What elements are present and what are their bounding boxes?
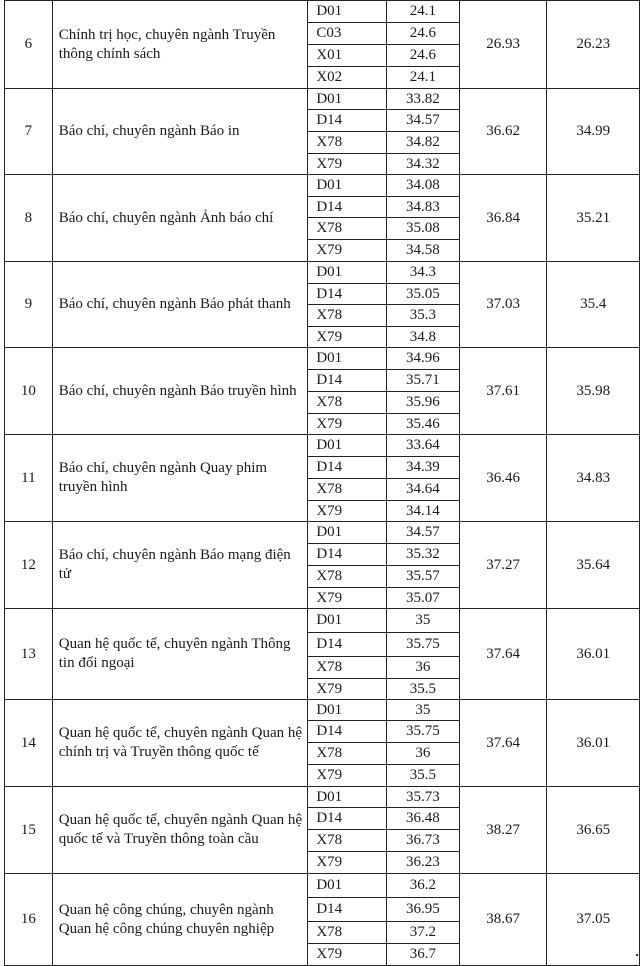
score-column-b: 36.65 [547, 787, 640, 874]
table-row [5, 435, 640, 457]
combination-score: 34.39 [387, 457, 460, 479]
table-row [5, 609, 640, 633]
combination-score: 24.1 [387, 67, 460, 89]
subject-combination: D01 [308, 435, 387, 457]
subject-combination: X02 [308, 67, 387, 89]
admission-scores-table [4, 0, 640, 966]
table-row [5, 787, 640, 808]
score-column-a: 26.93 [459, 1, 547, 89]
row-number: 14 [5, 700, 53, 787]
combination-score: 35.3 [387, 305, 460, 327]
subject-combination: D14 [308, 721, 387, 743]
score-column-a: 36.84 [459, 175, 547, 262]
combination-score: 35.96 [387, 392, 460, 414]
combination-score: 35.5 [387, 679, 460, 700]
subject-combination: D01 [308, 1, 387, 23]
combination-score: 35.71 [387, 370, 460, 392]
subject-combination: X79 [308, 414, 387, 435]
combination-score: 36.73 [387, 830, 460, 852]
combination-score: 35.32 [387, 544, 460, 566]
combination-score: 34.3 [387, 262, 460, 284]
combination-score: 35.05 [387, 284, 460, 305]
subject-combination: X79 [308, 327, 387, 348]
combination-score: 35.73 [387, 787, 460, 808]
row-number: 12 [5, 522, 53, 609]
score-column-a: 37.64 [459, 609, 547, 700]
subject-combination: X79 [308, 501, 387, 522]
score-column-b: 35.64 [547, 522, 640, 609]
score-column-a: 36.46 [459, 435, 547, 522]
combination-score: 34.08 [387, 175, 460, 197]
combination-score: 36.23 [387, 852, 460, 874]
combination-score: 34.14 [387, 501, 460, 522]
combination-score: 35.75 [387, 721, 460, 743]
table-row [5, 522, 640, 544]
subject-combination: X78 [308, 218, 387, 240]
subject-combination: D14 [308, 370, 387, 392]
row-number: 11 [5, 435, 53, 522]
combination-score: 34.82 [387, 132, 460, 154]
combination-score: 34.8 [387, 327, 460, 348]
subject-combination: D14 [308, 110, 387, 132]
combination-score: 34.57 [387, 110, 460, 132]
subject-combination: X78 [308, 922, 387, 944]
subject-combination: X79 [308, 588, 387, 609]
major-name: Báo chí, chuyên ngành Báo truyền hình [52, 348, 308, 435]
combination-score: 35.07 [387, 588, 460, 609]
subject-combination: D14 [308, 457, 387, 479]
combination-score: 35.5 [387, 765, 460, 787]
combination-score: 35.08 [387, 218, 460, 240]
subject-combination: X79 [308, 765, 387, 787]
major-name: Báo chí, chuyên ngành Ảnh báo chí [52, 175, 308, 262]
combination-score: 34.58 [387, 240, 460, 262]
major-name: Báo chí, chuyên ngành Báo phát thanh [52, 262, 308, 348]
row-number: 9 [5, 262, 53, 348]
combination-score: 37.2 [387, 922, 460, 944]
combination-score: 24.6 [387, 45, 460, 67]
combination-score: 33.82 [387, 89, 460, 110]
combination-score: 35 [387, 609, 460, 633]
subject-combination: X78 [308, 305, 387, 327]
table-row [5, 874, 640, 898]
score-column-a: 36.62 [459, 89, 547, 175]
combination-score: 36 [387, 743, 460, 765]
table-row [5, 89, 640, 110]
subject-combination: D14 [308, 197, 387, 218]
combination-score: 36.2 [387, 874, 460, 898]
subject-combination: D01 [308, 874, 387, 898]
subject-combination: D01 [308, 787, 387, 808]
subject-combination: D01 [308, 175, 387, 197]
subject-combination: D14 [308, 898, 387, 922]
major-name: Quan hệ quốc tế, chuyên ngành Quan hệ quốc tế và Truyền thông toàn cầu [52, 787, 308, 874]
row-number: 15 [5, 787, 53, 874]
row-number: 8 [5, 175, 53, 262]
subject-combination: X79 [308, 154, 387, 175]
row-number: 7 [5, 89, 53, 175]
table-row [5, 700, 640, 721]
combination-score: 35.46 [387, 414, 460, 435]
score-column-b: 36.01 [547, 700, 640, 787]
combination-score: 35.75 [387, 633, 460, 657]
score-column-a: 37.64 [459, 700, 547, 787]
subject-combination: X79 [308, 240, 387, 262]
combination-score: 35 [387, 700, 460, 721]
combination-score: 35.57 [387, 566, 460, 588]
margin-mark [636, 954, 638, 956]
score-column-a: 37.61 [459, 348, 547, 435]
subject-combination: X01 [308, 45, 387, 67]
score-column-b: 35.21 [547, 175, 640, 262]
combination-score: 34.83 [387, 197, 460, 218]
subject-combination: D14 [308, 544, 387, 566]
subject-combination: D01 [308, 348, 387, 370]
subject-combination: D01 [308, 522, 387, 544]
subject-combination: D14 [308, 284, 387, 305]
subject-combination: X78 [308, 743, 387, 765]
combination-score: 24.1 [387, 1, 460, 23]
score-column-b: 37.05 [547, 874, 640, 966]
combination-score: 24.6 [387, 23, 460, 45]
combination-score: 34.57 [387, 522, 460, 544]
subject-combination: D01 [308, 700, 387, 721]
major-name: Quan hệ quốc tế, chuyên ngành Thông tin đối ngoại [52, 609, 308, 700]
score-column-a: 38.27 [459, 787, 547, 874]
row-number: 10 [5, 348, 53, 435]
combination-score: 33.64 [387, 435, 460, 457]
subject-combination: X79 [308, 852, 387, 874]
subject-combination: X78 [308, 392, 387, 414]
combination-score: 36.48 [387, 808, 460, 830]
major-name: Báo chí, chuyên ngành Báo mạng điện tử [52, 522, 308, 609]
score-column-a: 37.27 [459, 522, 547, 609]
table-row [5, 348, 640, 370]
subject-combination: D14 [308, 808, 387, 830]
score-column-b: 35.4 [547, 262, 640, 348]
combination-score: 34.96 [387, 348, 460, 370]
subject-combination: X78 [308, 479, 387, 501]
subject-combination: X79 [308, 944, 387, 966]
score-column-b: 34.99 [547, 89, 640, 175]
score-column-b: 35.98 [547, 348, 640, 435]
score-column-a: 37.03 [459, 262, 547, 348]
subject-combination: X78 [308, 132, 387, 154]
table-body [5, 1, 640, 966]
subject-combination: X78 [308, 830, 387, 852]
subject-combination: C03 [308, 23, 387, 45]
row-number: 13 [5, 609, 53, 700]
score-column-a: 38.67 [459, 874, 547, 966]
major-name: Quan hệ công chúng, chuyên ngành Quan hệ công chúng chuyên nghiệp [52, 874, 308, 966]
table-row [5, 1, 640, 23]
major-name: Báo chí, chuyên ngành Báo in [52, 89, 308, 175]
major-name: Quan hệ quốc tế, chuyên ngành Quan hệ chính trị và Truyền thông quốc tế [52, 700, 308, 787]
combination-score: 34.64 [387, 479, 460, 501]
score-column-b: 26.23 [547, 1, 640, 89]
subject-combination: X78 [308, 566, 387, 588]
subject-combination: D01 [308, 609, 387, 633]
score-column-b: 34.83 [547, 435, 640, 522]
combination-score: 36.7 [387, 944, 460, 966]
subject-combination: X79 [308, 679, 387, 700]
combination-score: 36.95 [387, 898, 460, 922]
row-number: 6 [5, 1, 53, 89]
combination-score: 34.32 [387, 154, 460, 175]
major-name: Báo chí, chuyên ngành Quay phim truyền hình [52, 435, 308, 522]
combination-score: 36 [387, 657, 460, 679]
score-column-b: 36.01 [547, 609, 640, 700]
subject-combination: D01 [308, 262, 387, 284]
subject-combination: D14 [308, 633, 387, 657]
major-name: Chính trị học, chuyên ngành Truyền thông chính sách [52, 1, 308, 89]
row-number: 16 [5, 874, 53, 966]
table-row [5, 175, 640, 197]
subject-combination: D01 [308, 89, 387, 110]
subject-combination: X78 [308, 657, 387, 679]
table-row [5, 262, 640, 284]
